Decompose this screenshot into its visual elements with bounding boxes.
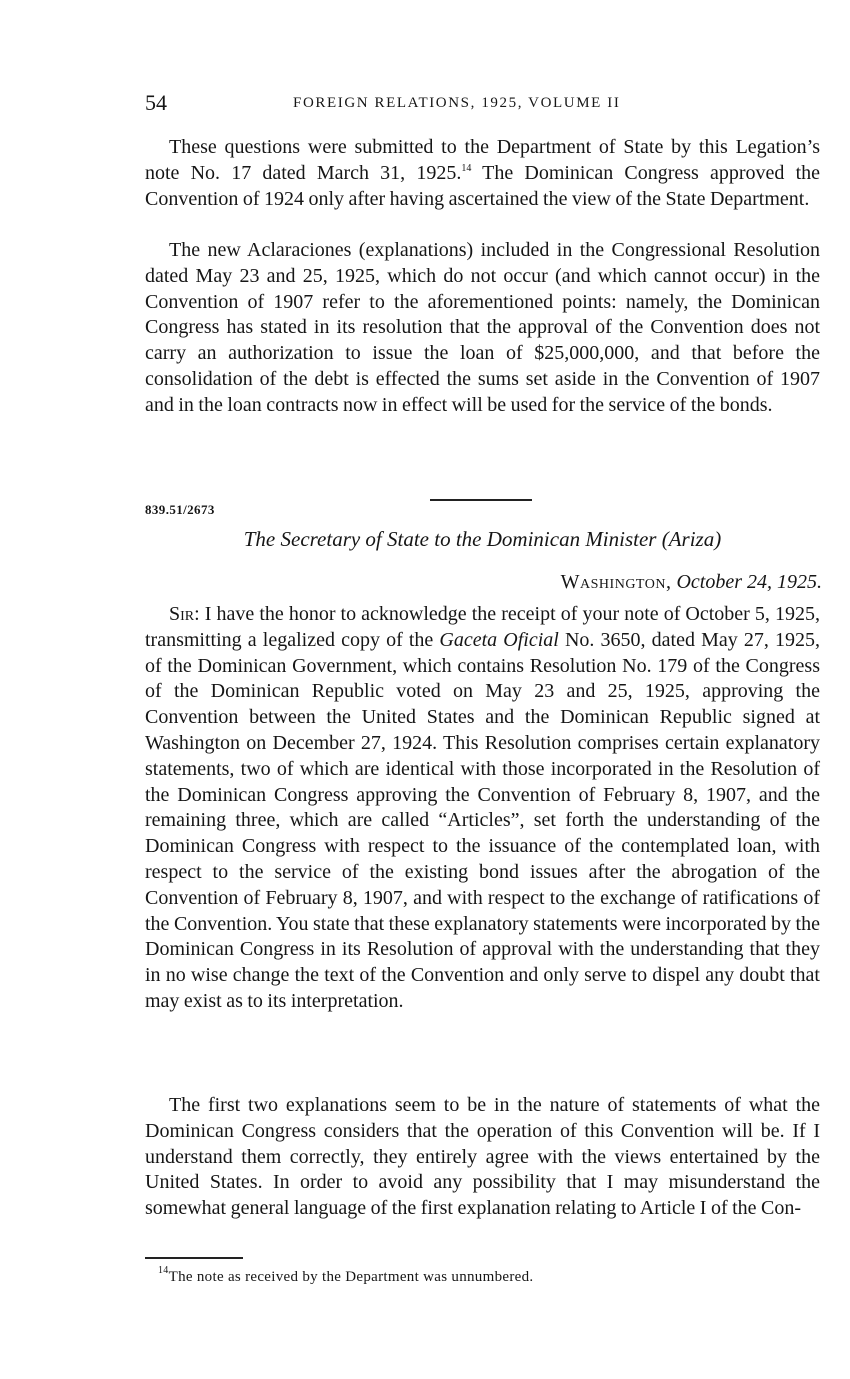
paragraph-aclaraciones: The new Aclaraciones (explanations) included in the Congressional Resolution dated May 23 and 25, 1925, which do not occur (and which cannot occur) in the Convention of 1907 refer to the aforementioned points: namely, the Dominican Congress has stated in its resolution that the approval of the Convention does not carry an authorization to issue the loan of $25,000,000, and that before the consolidation of the debt is effected the sums set aside in the Convention of 1907 and in the loan contracts now in effect will be used for the service of the bonds.	[145, 239, 820, 416]
dateline-place: Washington,	[560, 571, 672, 593]
page-number: 54	[145, 90, 167, 115]
file-number: 839.51/2673	[145, 502, 215, 517]
paragraph-legation-note	[145, 135, 820, 212]
dateline-date: October 24, 1925.	[676, 571, 822, 593]
paragraph-text: No. 3650, dated May 27, 1925, of the Dominican Government, which contains Resolution No. 179 of the Congress of the Dominican Republic voted on May 23 and 25, 1925, approving the Convention between the United States and the Dominican Republic signed at Washington on December 27, 1924. This Resolution comprises certain explanatory statements, two of which are identical with those incorporated in the Resolution of the Dominican Congress approving the Convention of February 8, 1907, and the remaining three, which are called “Articles”, set forth the understanding of the Dominican Congress with respect to the issuance of the contemplated loan, with respect to the service of the existing bond issues after the abrogation of the Convention of February 8, 1907, and with respect to the exchange of ratifications of the Convention. You state that these explanatory statements were incorporated by the Dominican Congress in its Resolution of approval with the understanding that they in no wise change the text of the Convention and only serve to dispel any doubt that may exist as to its interpretation.	[145, 628, 821, 1012]
salutation: Sir:	[169, 603, 200, 625]
footnote-divider	[145, 1257, 243, 1259]
paragraph-acknowledgement	[145, 602, 820, 1015]
dateline	[561, 571, 822, 594]
footnote-marker: 14	[158, 1265, 169, 1276]
paragraph-first-two-explanations: The first two explanations seem to be in the nature of statements of what the Dominican Congress considers that the operation of this Convention will be. If I understand them correctly, they entirely agree with the views entertained by the United States. In order to avoid any possibility that I may misunderstand the somewhat general language of the first explanation relating to Article I of the Con-	[145, 1094, 820, 1220]
footnote-text: The note as received by the Department was unnumbered.	[168, 1269, 534, 1285]
running-title: FOREIGN RELATIONS, 1925, VOLUME II	[293, 95, 621, 111]
section-divider	[430, 499, 532, 501]
document-heading: The Secretary of State to the Dominican Minister (Ariza)	[243, 527, 722, 551]
paragraph-text: I have the honor to acknowledge the receipt of your note of October 5, 1925, transmitting a legalized copy of the	[145, 603, 820, 651]
paragraph-text: These questions were submitted to the Department of State by this Legation’s note No. 17 dated March 31, 1925.	[145, 136, 820, 184]
footnote	[158, 1265, 534, 1286]
paragraph-text: The Dominican Congress approved the Convention of 1924 only after having ascertained the view of the State Department.	[145, 161, 820, 210]
gazette-title: Gaceta Oficial	[439, 628, 559, 651]
footnote-reference: 14	[461, 162, 472, 174]
running-header	[145, 90, 820, 116]
